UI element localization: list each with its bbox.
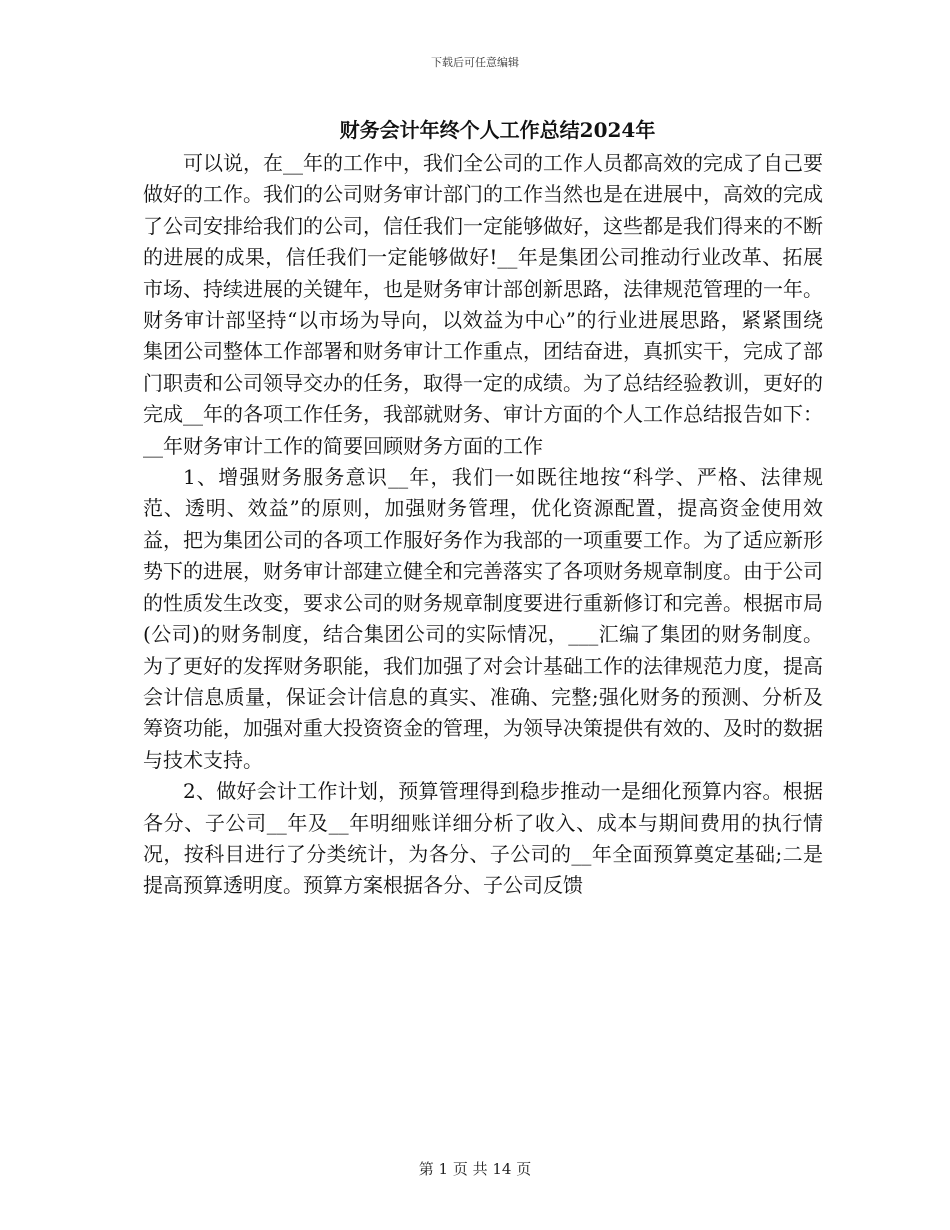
document-body [143,148,823,902]
page-header-note: 下载后可任意编辑 [431,56,519,69]
document-title: 财务会计年终个人工作总结2024年 [339,118,656,142]
paragraph-section-1: 1、增强财务服务意识__年，我们一如既往地按“科学、严格、法律规范、透明、效益”的原则，加强财务管理，优化资源配置，提高资金使用效益，把为集团公司的各项工作服好务作为我部的一项重要工作。为了适应新形势下的进展，财务审计部建立健全和完善落实了各项财务规章制度。由于公司的性质发生改变，要求公司的财务规章制度要进行重新修订和完善。根据市局(公司)的财务制度，结合集团公司的实际情况，___汇编了集团的财务制度。为了更好的发挥财务职能，我们加强了对会计基础工作的法律规范力度，提高会计信息质量，保证会计信息的真实、准确、完整;强化财务的预测、分析及筹资功能，加强对重大投资资金的管理，为领导决策提供有效的、及时的数据与技术支持。 [143,465,823,772]
paragraph-intro: 可以说，在__年的工作中，我们全公司的工作人员都高效的完成了自己要做好的工作。我们的公司财务审计部门的工作当然也是在进展中，高效的完成了公司安排给我们的公司，信任我们一定能够做好，这些都是我们得来的不断的进展的成果，信任我们一定能够做好!__年是集团公司推动行业改革、拓展市场、持续进展的关键年，也是财务审计部创新思路，法律规范管理的一年。财务审计部坚持“以市场为导向，以效益为中心”的行业进展思路，紧紧围绕集团公司整体工作部署和财务审计工作重点，团结奋进，真抓实干，完成了部门职责和公司领导交办的任务，取得一定的成绩。为了总结经验教训，更好的完成__年的各项工作任务，我部就财务、审计方面的个人工作总结报告如下：__年财务审计工作的简要回顾财务方面的工作 [143,151,823,458]
paragraph-section-2: 2、做好会计工作计划，预算管理得到稳步推动一是细化预算内容。根据各分、子公司__年及__年明细账详细分析了收入、成本与期间费用的执行情况，按科目进行了分类统计，为各分、子公司的__年全面预算奠定基础;二是提高预算透明度。预算方案根据各分、子公司反馈 [143,779,823,898]
page-number-footer: 第 1 页 共 14 页 [418,1160,532,1178]
